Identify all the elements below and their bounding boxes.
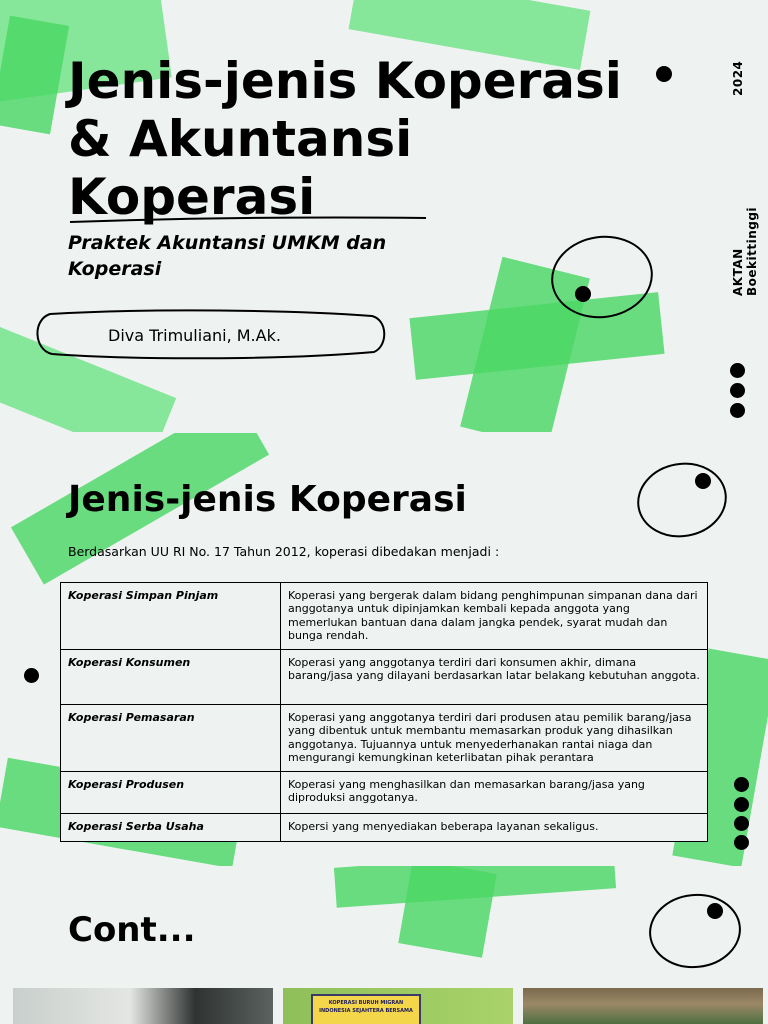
decor-dot <box>734 797 749 812</box>
intro-text: Berdasarkan UU RI No. 17 Tahun 2012, koperasi dibedakan menjadi : <box>68 544 500 559</box>
slide-title <box>0 0 768 432</box>
decor-dot <box>24 668 39 683</box>
cooperative-name: Koperasi Konsumen <box>61 650 281 705</box>
author-name: Diva Trimuliani, M.Ak. <box>108 326 281 345</box>
section-title: Jenis-jenis Koperasi <box>68 479 467 520</box>
cooperative-photo <box>283 988 513 1024</box>
cooperative-description: Koperasi yang anggotanya terdiri dari konsumen akhir, dimana barang/jasa yang dilayani berdasarkan latar belakang kebutuhan anggota. <box>281 650 708 705</box>
table-row <box>61 814 708 842</box>
table-row <box>61 705 708 772</box>
title-underline <box>68 214 428 226</box>
cooperative-description: Koperasi yang menghasilkan dan memasarkan barang/jasa yang diproduksi anggotanya. <box>281 772 708 814</box>
decor-ring <box>550 233 655 321</box>
tape-decoration <box>0 16 69 135</box>
year-label: 2024 <box>731 60 745 96</box>
cooperative-description: Kopersi yang menyediakan beberapa layanan sekaligus. <box>281 814 708 842</box>
subtitle: Praktek Akuntansi UMKM dan Koperasi <box>68 232 387 280</box>
org-label: AKTAN Boekittinggi <box>731 206 759 296</box>
cooperative-photo <box>13 988 273 1024</box>
decor-dot <box>730 403 745 418</box>
cooperative-name: Koperasi Simpan Pinjam <box>61 583 281 650</box>
decor-dot <box>695 473 711 489</box>
decor-dot <box>734 835 749 850</box>
decor-dot <box>730 383 745 398</box>
table-row <box>61 650 708 705</box>
cooperative-types-table <box>60 582 708 842</box>
cooperative-name: Koperasi Produsen <box>61 772 281 814</box>
slide-cooperative-types <box>0 433 768 866</box>
decor-dot <box>656 66 672 82</box>
decor-dot <box>734 816 749 831</box>
cooperative-description: Koperasi yang anggotanya terdiri dari produsen atau pemilik barang/jasa yang dibentuk untuk membantu memasarkan produk yang dihasilkan anggotanya. Tujuannya untuk menyederhanakan rantai niaga dan mengurangi kemungkinan keterlibatan pihak perantara <box>281 705 708 772</box>
cooperative-description: Koperasi yang bergerak dalam bidang penghimpunan simpanan dana dari anggotanya untuk dipinjamkan kembali kepada anggota yang memerlukan bantuan dana dalam jangka pendek, syarat mudah dan bunga rendah. <box>281 583 708 650</box>
decor-dot <box>707 903 723 919</box>
cooperative-name: Koperasi Pemasaran <box>61 705 281 772</box>
tape-decoration <box>398 866 496 958</box>
decor-dot <box>730 363 745 378</box>
decor-dot <box>734 777 749 792</box>
section-title: Cont... <box>68 910 196 950</box>
decor-ring <box>648 892 742 970</box>
slide-continued <box>0 866 768 1024</box>
table-row <box>61 583 708 650</box>
cooperative-signboard: KOPERASI BURUH MIGRAN INDONESIA SEJAHTERA BERSAMA <box>311 994 421 1024</box>
cooperative-name: Koperasi Serba Usaha <box>61 814 281 842</box>
decor-dot <box>575 286 591 302</box>
page-title: Jenis-jenis Koperasi & Akuntansi Koperasi <box>68 52 622 226</box>
cooperative-photo <box>523 988 763 1024</box>
decor-ring <box>636 461 728 539</box>
table-row <box>61 772 708 814</box>
